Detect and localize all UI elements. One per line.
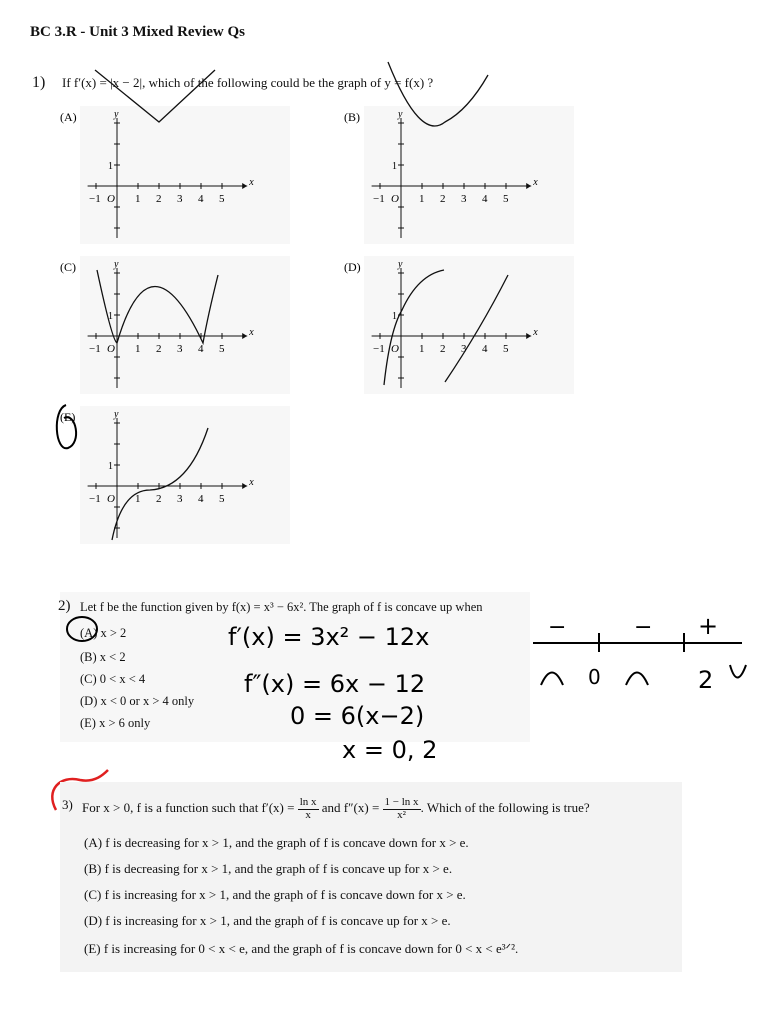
- y-tick-one: 1: [108, 461, 113, 472]
- tick-label-neg1: −1: [89, 193, 101, 205]
- question-3-text: [82, 797, 590, 821]
- x-axis-label: x: [533, 177, 538, 188]
- q2-choice-a[interactable]: (A) x > 2: [80, 626, 127, 640]
- question-1-number: 1): [32, 74, 46, 91]
- y-axis-label: y: [114, 109, 119, 120]
- graph-label: (A): [60, 110, 77, 124]
- tick-label-1: 1: [135, 343, 141, 355]
- concave-down-mark-1: [541, 673, 563, 686]
- sign-3: +: [698, 612, 719, 640]
- graph-label: (C): [60, 260, 76, 274]
- q2-choice-e[interactable]: (E) x > 6 only: [80, 716, 151, 730]
- hw-second-derivative: f″(x) = 6x − 12: [244, 670, 426, 698]
- sign-1: −: [548, 615, 567, 640]
- tick-label-neg1: −1: [373, 343, 385, 355]
- graph-label: (B): [344, 110, 360, 124]
- q2-answer-circle: [67, 617, 97, 641]
- hw-first-derivative: f′(x) = 3x² − 12x: [228, 623, 430, 651]
- graph-label: (D): [344, 260, 361, 274]
- question-2-number: 2): [58, 598, 71, 614]
- origin-label: O: [107, 493, 115, 505]
- y-axis-label: y: [398, 259, 403, 270]
- tick-label-2: 2: [156, 343, 162, 355]
- tick-label-2: 2: [156, 493, 162, 505]
- q3-mid: and f″(x) =: [321, 800, 380, 816]
- graph-label: (E): [60, 410, 76, 424]
- tick-label-4: 4: [198, 193, 204, 205]
- tick-label-1: 1: [135, 493, 141, 505]
- concave-down-mark-2: [626, 673, 648, 686]
- q2-choice-d[interactable]: (D) x < 0 or x > 4 only: [80, 694, 195, 708]
- q2-choice-b[interactable]: (B) x < 2: [80, 650, 126, 664]
- tick-label-1: 1: [419, 343, 425, 355]
- question-1-text: If f′(x) = |x − 2|, which of the following could be the graph of y = f(x) ?: [62, 75, 434, 90]
- tick-label-4: 4: [482, 343, 488, 355]
- tick-label-3: 3: [461, 193, 467, 205]
- x-axis-label: x: [249, 327, 254, 338]
- tick-label-5: 5: [503, 193, 509, 205]
- fraction-f2: $\frac{\text{1 − ln x}}{\text{x²}}$: [384, 796, 419, 821]
- q3-choice-a[interactable]: (A) f is decreasing for x > 1, and the graph of f is concave down for x > e.: [84, 835, 469, 850]
- x-axis-label: x: [533, 327, 538, 338]
- concave-up-mark: [730, 665, 746, 678]
- q2-choice-c[interactable]: (C) 0 < x < 4: [80, 672, 146, 686]
- origin-label: O: [391, 193, 399, 205]
- question-2-text: Let f be the function given by f(x) = x³ − 6x². The graph of f is concave up when: [80, 600, 483, 614]
- origin-label: O: [391, 343, 399, 355]
- tick-label-2: 2: [440, 193, 446, 205]
- fraction-f1: $\frac{\text{ln x}}{x}$: [299, 796, 317, 821]
- origin-label: O: [107, 193, 115, 205]
- hw-solve: 0 = 6(x−2): [290, 702, 425, 730]
- origin-label: O: [107, 343, 115, 355]
- q3-prefix: For x > 0, f is a function such that f′(x) =: [82, 800, 295, 816]
- hw-roots: x = 0, 2: [342, 736, 438, 764]
- q3-choice-c[interactable]: (C) f is increasing for x > 1, and the graph of f is concave down for x > e.: [84, 887, 466, 902]
- tick-label-neg1: −1: [89, 343, 101, 355]
- tick-label-neg1: −1: [373, 193, 385, 205]
- tick-label-5: 5: [503, 343, 509, 355]
- tick-label-4: 4: [198, 343, 204, 355]
- q3-choice-b[interactable]: (B) f is decreasing for x > 1, and the graph of f is concave up for x > e.: [84, 861, 453, 876]
- x-axis-label: x: [249, 477, 254, 488]
- y-axis-label: y: [398, 109, 403, 120]
- q3-choice-e[interactable]: (E) f is increasing for 0 < x < e, and the graph of f is concave down for 0 < x < e³ᐟ².: [84, 941, 519, 956]
- tick-label-3: 3: [177, 343, 183, 355]
- tick-label-5: 5: [219, 493, 225, 505]
- tick-label-3: 3: [177, 193, 183, 205]
- tick-label-3: 3: [177, 493, 183, 505]
- q1-answer-mark: [57, 405, 76, 448]
- tick-label-2: 2: [156, 193, 162, 205]
- y-tick-one: 1: [392, 311, 397, 322]
- sign-mark-2: 2: [698, 666, 714, 694]
- x-axis-label: x: [249, 177, 254, 188]
- sign-2: −: [634, 615, 653, 640]
- tick-label-5: 5: [219, 343, 225, 355]
- page-title: BC 3.R - Unit 3 Mixed Review Qs: [30, 24, 245, 40]
- tick-label-1: 1: [135, 193, 141, 205]
- tick-label-neg1: −1: [89, 493, 101, 505]
- q3-choice-d[interactable]: (D) f is increasing for x > 1, and the graph of f is concave up for x > e.: [84, 913, 451, 928]
- y-axis-label: y: [114, 259, 119, 270]
- tick-label-1: 1: [419, 193, 425, 205]
- tick-label-2: 2: [440, 343, 446, 355]
- y-tick-one: 1: [108, 311, 113, 322]
- question-3-number: 3): [62, 797, 73, 812]
- y-tick-one: 1: [392, 161, 397, 172]
- q3-suffix: . Which of the following is true?: [420, 800, 590, 816]
- sign-mark-0: 0: [588, 665, 601, 689]
- tick-label-5: 5: [219, 193, 225, 205]
- tick-label-4: 4: [198, 493, 204, 505]
- y-tick-one: 1: [108, 161, 113, 172]
- tick-label-3: 3: [461, 343, 467, 355]
- y-axis-label: y: [114, 409, 119, 420]
- tick-label-4: 4: [482, 193, 488, 205]
